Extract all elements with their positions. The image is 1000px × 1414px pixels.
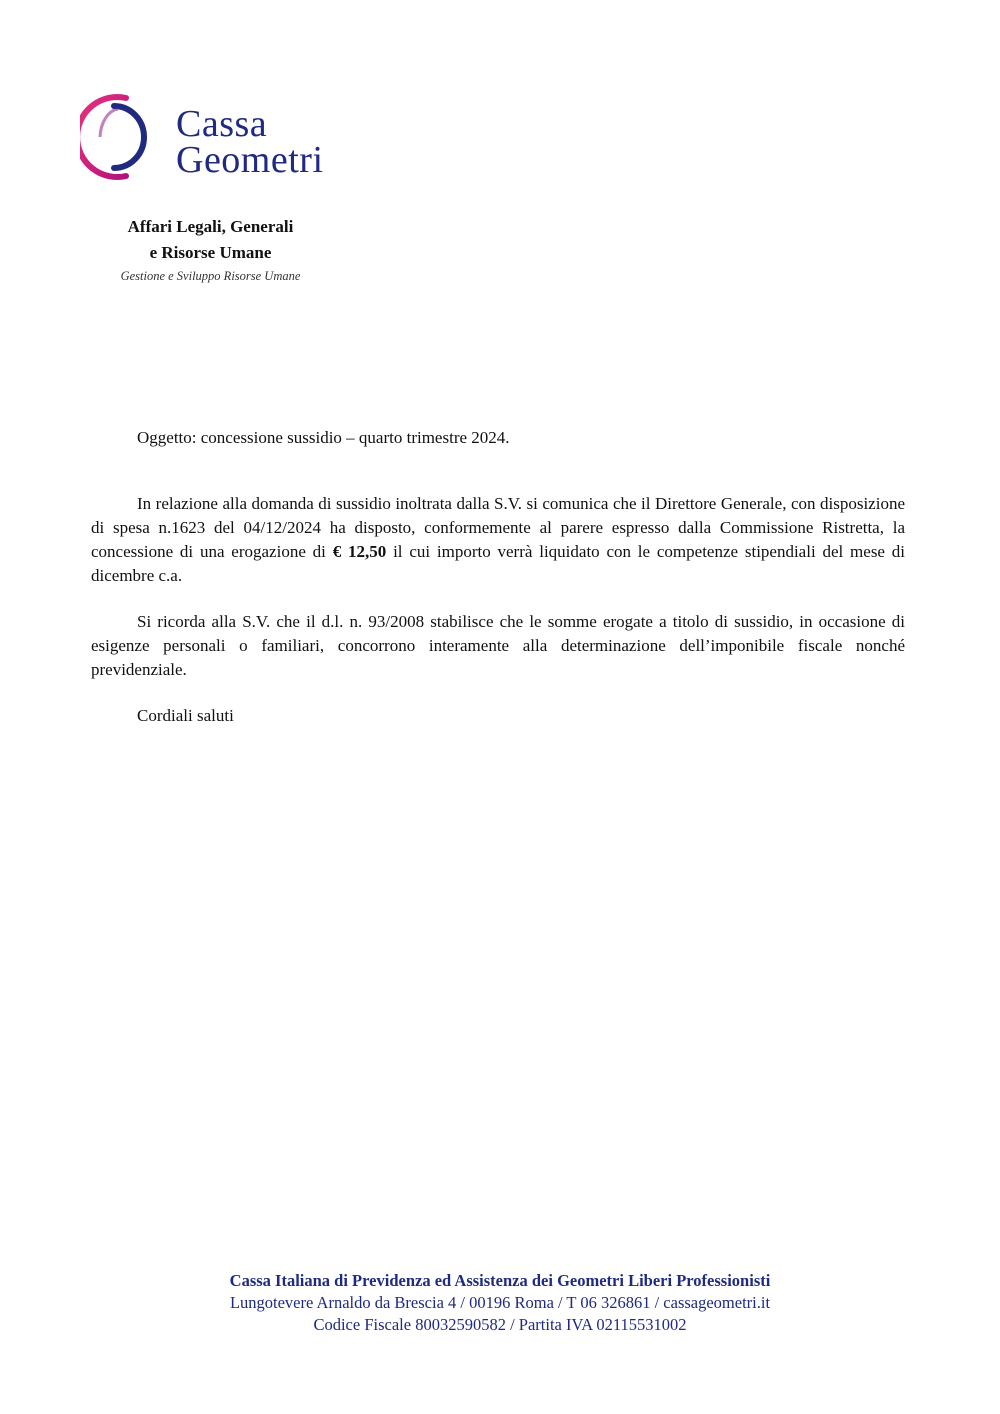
paragraph-1 — [91, 492, 905, 588]
paragraph-1-before: In relazione alla domanda di sussidio inoltrata dalla S.V. si comunica che il Direttore Generale, con disposizione di spesa n.1623 del 04/12/2024 ha disposto, conformemente al parere espresso dalla Commissione Ristretta, la concessione di una erogazione di — [91, 494, 905, 561]
footer-address: Lungotevere Arnaldo da Brescia 4 / 00196 Roma / T 06 326861 / cassageometri.it — [229, 1293, 771, 1312]
department-line-2: e Risorse Umane — [149, 243, 272, 262]
logo-line-1: Cassa — [176, 103, 268, 145]
subject-line: Oggetto: concessione sussidio – quarto trimestre 2024. — [137, 428, 510, 447]
logo-line-2: Geometri — [176, 139, 324, 181]
paragraph-2: Si ricorda alla S.V. che il d.l. n. 93/2008 stabilisce che le somme erogate a titolo di sussidio, in occasione di esigenze personali o familiari, concorrono interamente alla determinazione dell’imponibile fiscale nonché previdenziale. — [91, 612, 905, 679]
logo — [80, 92, 360, 182]
logo-rings-icon — [80, 92, 170, 182]
logo-text — [176, 103, 324, 181]
department-line-1: Affari Legali, Generali — [127, 217, 294, 236]
department-header — [108, 214, 313, 286]
footer-fiscal: Codice Fiscale 80032590582 / Partita IVA 02115531002 — [313, 1315, 687, 1334]
amount: € 12,50 — [332, 542, 387, 561]
department-subtitle: Gestione e Sviluppo Risorse Umane — [120, 269, 301, 283]
paragraph-1-after: il cui importo verrà liquidato con le competenze stipendiali del mese di dicembre c.a. — [91, 542, 905, 585]
letter-body — [91, 492, 905, 750]
footer — [100, 1270, 900, 1336]
closing: Cordiali saluti — [137, 706, 234, 725]
footer-org: Cassa Italiana di Previdenza ed Assistenza dei Geometri Liberi Professionisti — [229, 1271, 771, 1290]
